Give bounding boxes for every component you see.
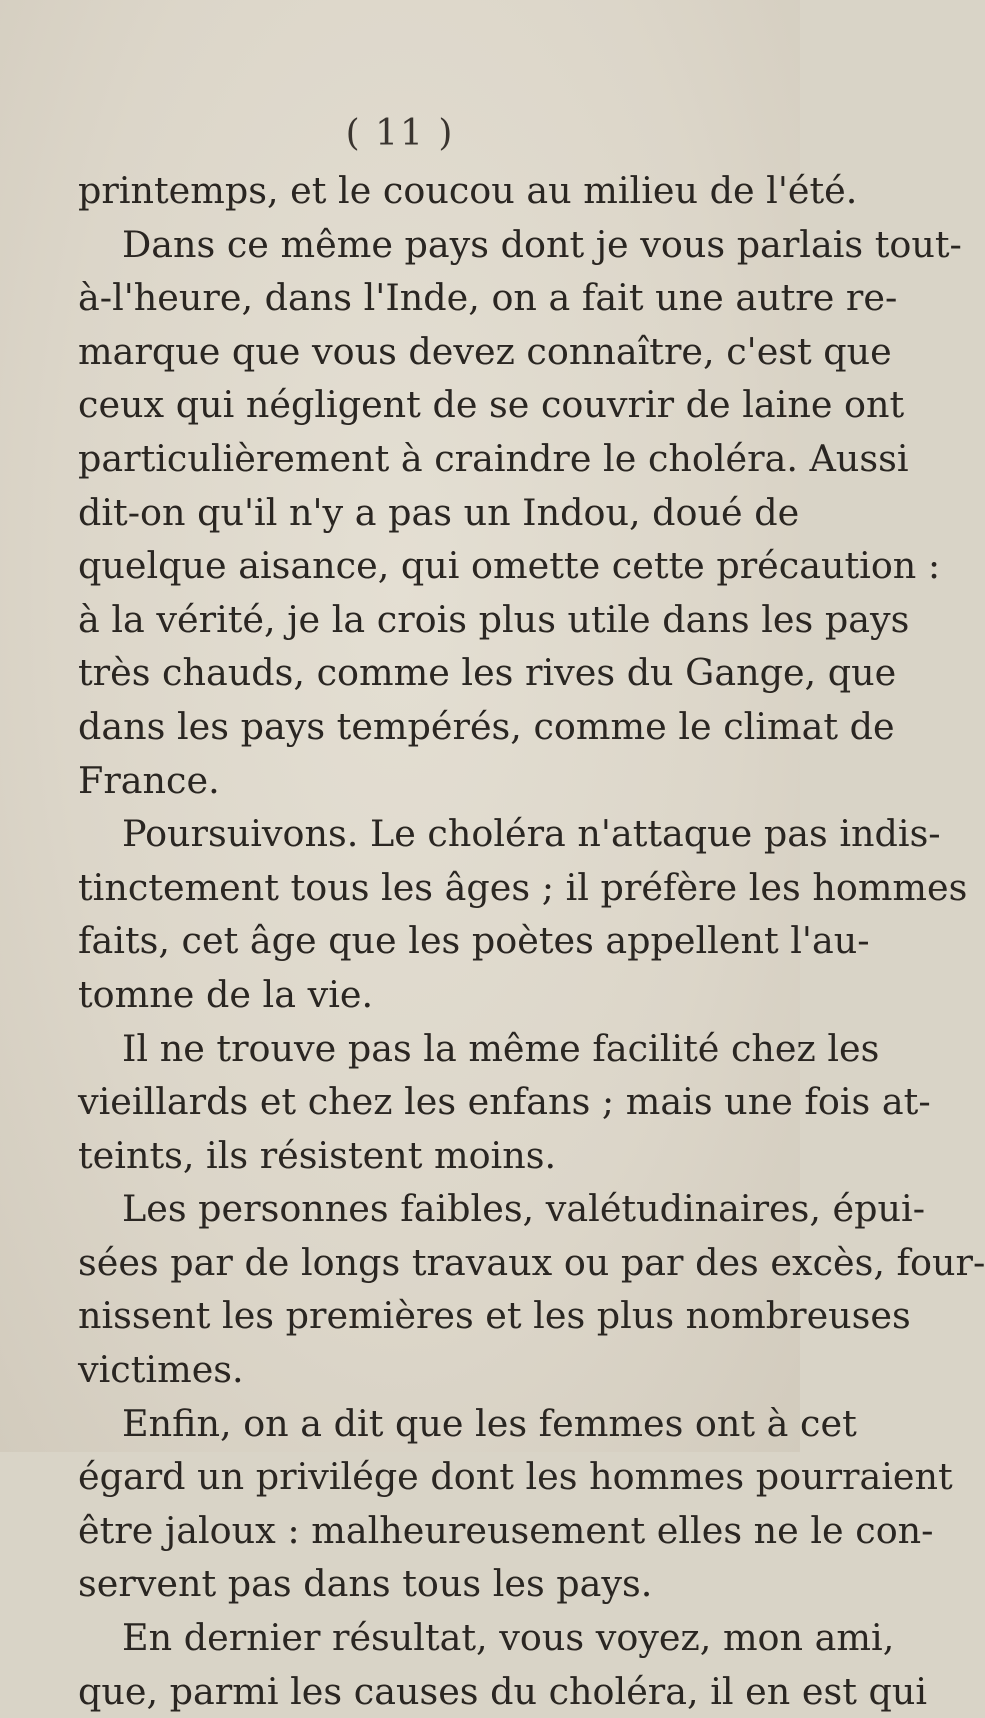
text-line: En dernier résultat, vous voyez, mon ami, <box>122 1616 895 1660</box>
text-line: Il ne trouve pas la même facilité chez les <box>122 1026 880 1070</box>
text-line: Les personnes faibles, valétudinaires, épui- <box>122 1187 926 1231</box>
text-line: Enfin, on a dit que les femmes ont à cet <box>122 1401 857 1445</box>
text-line: dans les pays tempérés, comme le climat de <box>78 704 895 748</box>
text-line: être jaloux : malheureusement elles ne le con- <box>78 1508 934 1552</box>
text-line: Dans ce même pays dont je vous parlais tout- <box>122 222 962 266</box>
text-line: sées par de longs travaux ou par des excès, four- <box>78 1240 985 1284</box>
text-line: tinctement tous les âges ; il préfère les hommes <box>78 865 968 909</box>
text-line: dit-on qu'il n'y a pas un Indou, doué de <box>78 490 800 534</box>
body-text <box>78 164 985 1718</box>
text-line: ceux qui négligent de se couvrir de laine ont <box>78 383 905 427</box>
text-line: printemps, et le coucou au milieu de l'été. <box>78 169 858 212</box>
text-line: Poursuivons. Le choléra n'attaque pas indis- <box>122 812 941 856</box>
text-line: tomne de la vie. <box>78 972 374 1016</box>
text-line: victimes. <box>78 1348 244 1392</box>
text-line: teints, ils résistent moins. <box>78 1133 557 1177</box>
text-line: marque que vous devez connaître, c'est que <box>78 329 892 373</box>
text-line: particulièrement à craindre le choléra. Aussi <box>78 436 909 480</box>
text-line: nissent les premières et les plus nombreuses <box>78 1294 911 1338</box>
text-line: à la vérité, je la crois plus utile dans les pays <box>78 597 910 641</box>
page-number: ( 11 ) <box>345 113 455 154</box>
text-line: quelque aisance, qui omette cette précaution : <box>78 544 941 588</box>
text-line: très chauds, comme les rives du Gange, que <box>78 651 897 695</box>
text-line: vieillards et chez les enfans ; mais une fois at- <box>78 1080 931 1124</box>
text-line: que, parmi les causes du choléra, il en est qui <box>78 1669 928 1713</box>
text-line: faits, cet âge que les poètes appellent l'au- <box>78 919 870 963</box>
text-line: à-l'heure, dans l'Inde, on a fait une autre re- <box>78 276 898 320</box>
text-line: France. <box>78 758 220 802</box>
text-line: servent pas dans tous les pays. <box>78 1562 653 1606</box>
text-line: égard un privilége dont les hommes pourraient <box>78 1455 953 1499</box>
